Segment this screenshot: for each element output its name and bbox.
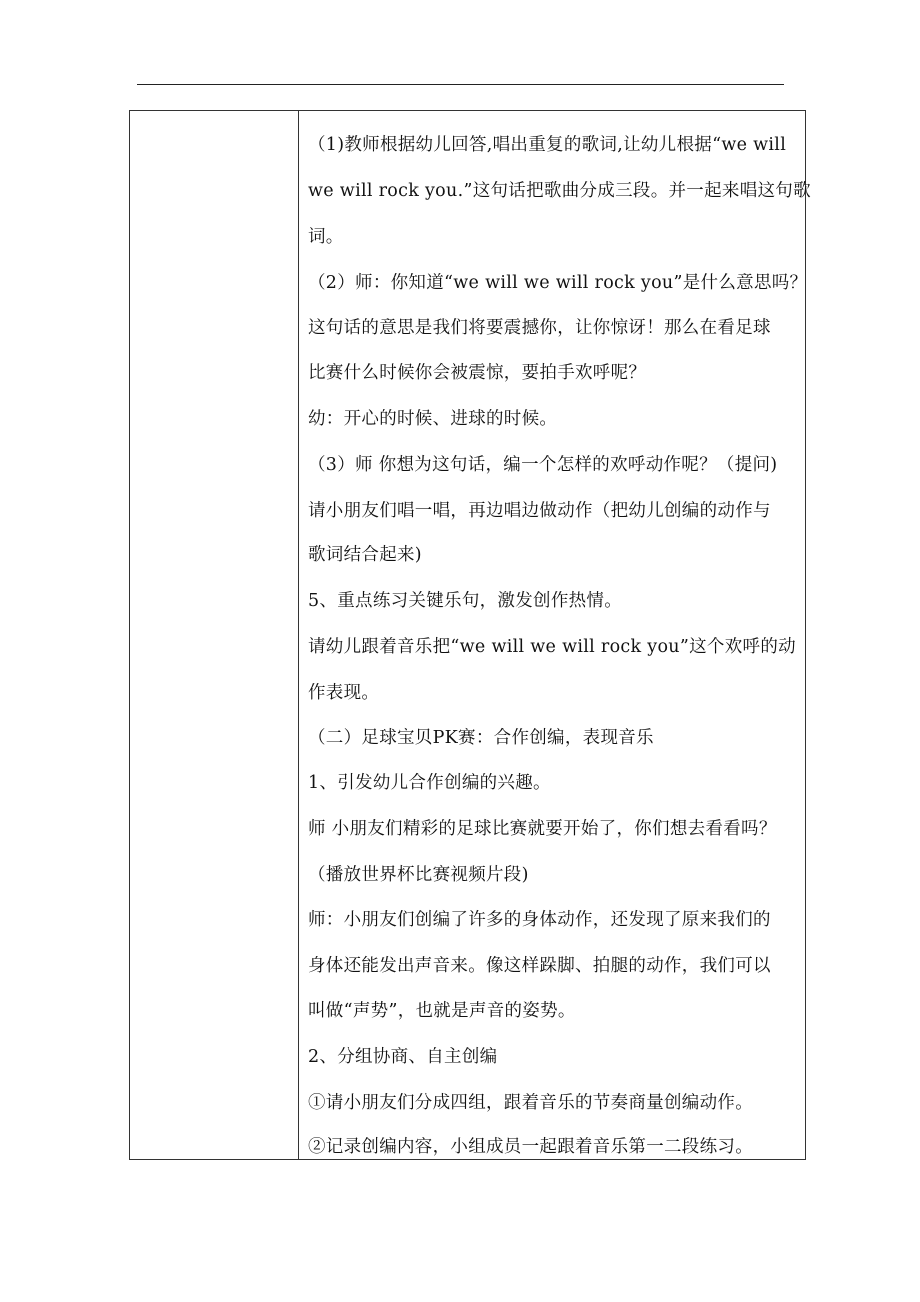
text-line-8: （3）师 你想为这句话，编一个怎样的欢呼动作呢？（提问) (308, 455, 778, 475)
text-line-15: 1、引发幼儿合作创编的兴趣。 (308, 773, 551, 793)
text-line-18: 师：小朋友们创编了许多的身体动作，还发现了原来我们的 (308, 910, 771, 930)
text-line-19: 身体还能发出声音来。像这样跺脚、拍腿的动作，我们可以 (308, 956, 771, 976)
text-line-4: （2）师：你知道“we will we will rock you”是什么意思吗？ (308, 273, 808, 293)
table-right-cell (299, 111, 811, 1159)
text-line-12: 请幼儿跟着音乐把“we will we will rock you”这个欢呼的动 (308, 637, 796, 657)
text-line-13: 作表现。 (308, 683, 380, 703)
text-line-21: 2、分组协商、自主创编 (308, 1047, 498, 1067)
table-left-cell (130, 111, 299, 1159)
text-line-2: we will rock you.”这句话把歌曲分成三段。并一起来唱这句歌 (308, 181, 811, 201)
text-line-11: 5、重点练习关键乐句，激发创作热情。 (308, 591, 623, 611)
text-line-23: ②记录创编内容，小组成员一起跟着音乐第一二段练习。 (308, 1137, 753, 1157)
text-line-14: （二）足球宝贝PK赛：合作创编，表现音乐 (308, 728, 654, 748)
text-line-10: 歌词结合起来) (308, 545, 422, 565)
text-line-17: （播放世界杯比赛视频片段) (308, 865, 529, 885)
text-line-16: 师 小朋友们精彩的足球比赛就要开始了，你们想去看看吗？ (308, 819, 777, 839)
header-rule (137, 84, 784, 85)
lesson-table (129, 110, 811, 1160)
text-line-3: 词。 (308, 227, 344, 247)
text-line-1: （1)教师根据幼儿回答,唱出重复的歌词,让幼儿根据“we will (308, 135, 787, 155)
text-line-5: 这句话的意思是我们将要震撼你，让你惊讶！那么在看足球 (308, 318, 771, 338)
text-line-6: 比赛什么时候你会被震惊，要拍手欢呼呢？ (308, 363, 647, 383)
text-line-7: 幼：开心的时候、进球的时候。 (308, 409, 558, 429)
text-line-20: 叫做“声势”，也就是声音的姿势。 (308, 1001, 576, 1021)
text-line-9: 请小朋友们唱一唱，再边唱边做动作（把幼儿创编的动作与 (308, 501, 771, 521)
text-line-22: ①请小朋友们分成四组，跟着音乐的节奏商量创编动作。 (308, 1093, 753, 1113)
